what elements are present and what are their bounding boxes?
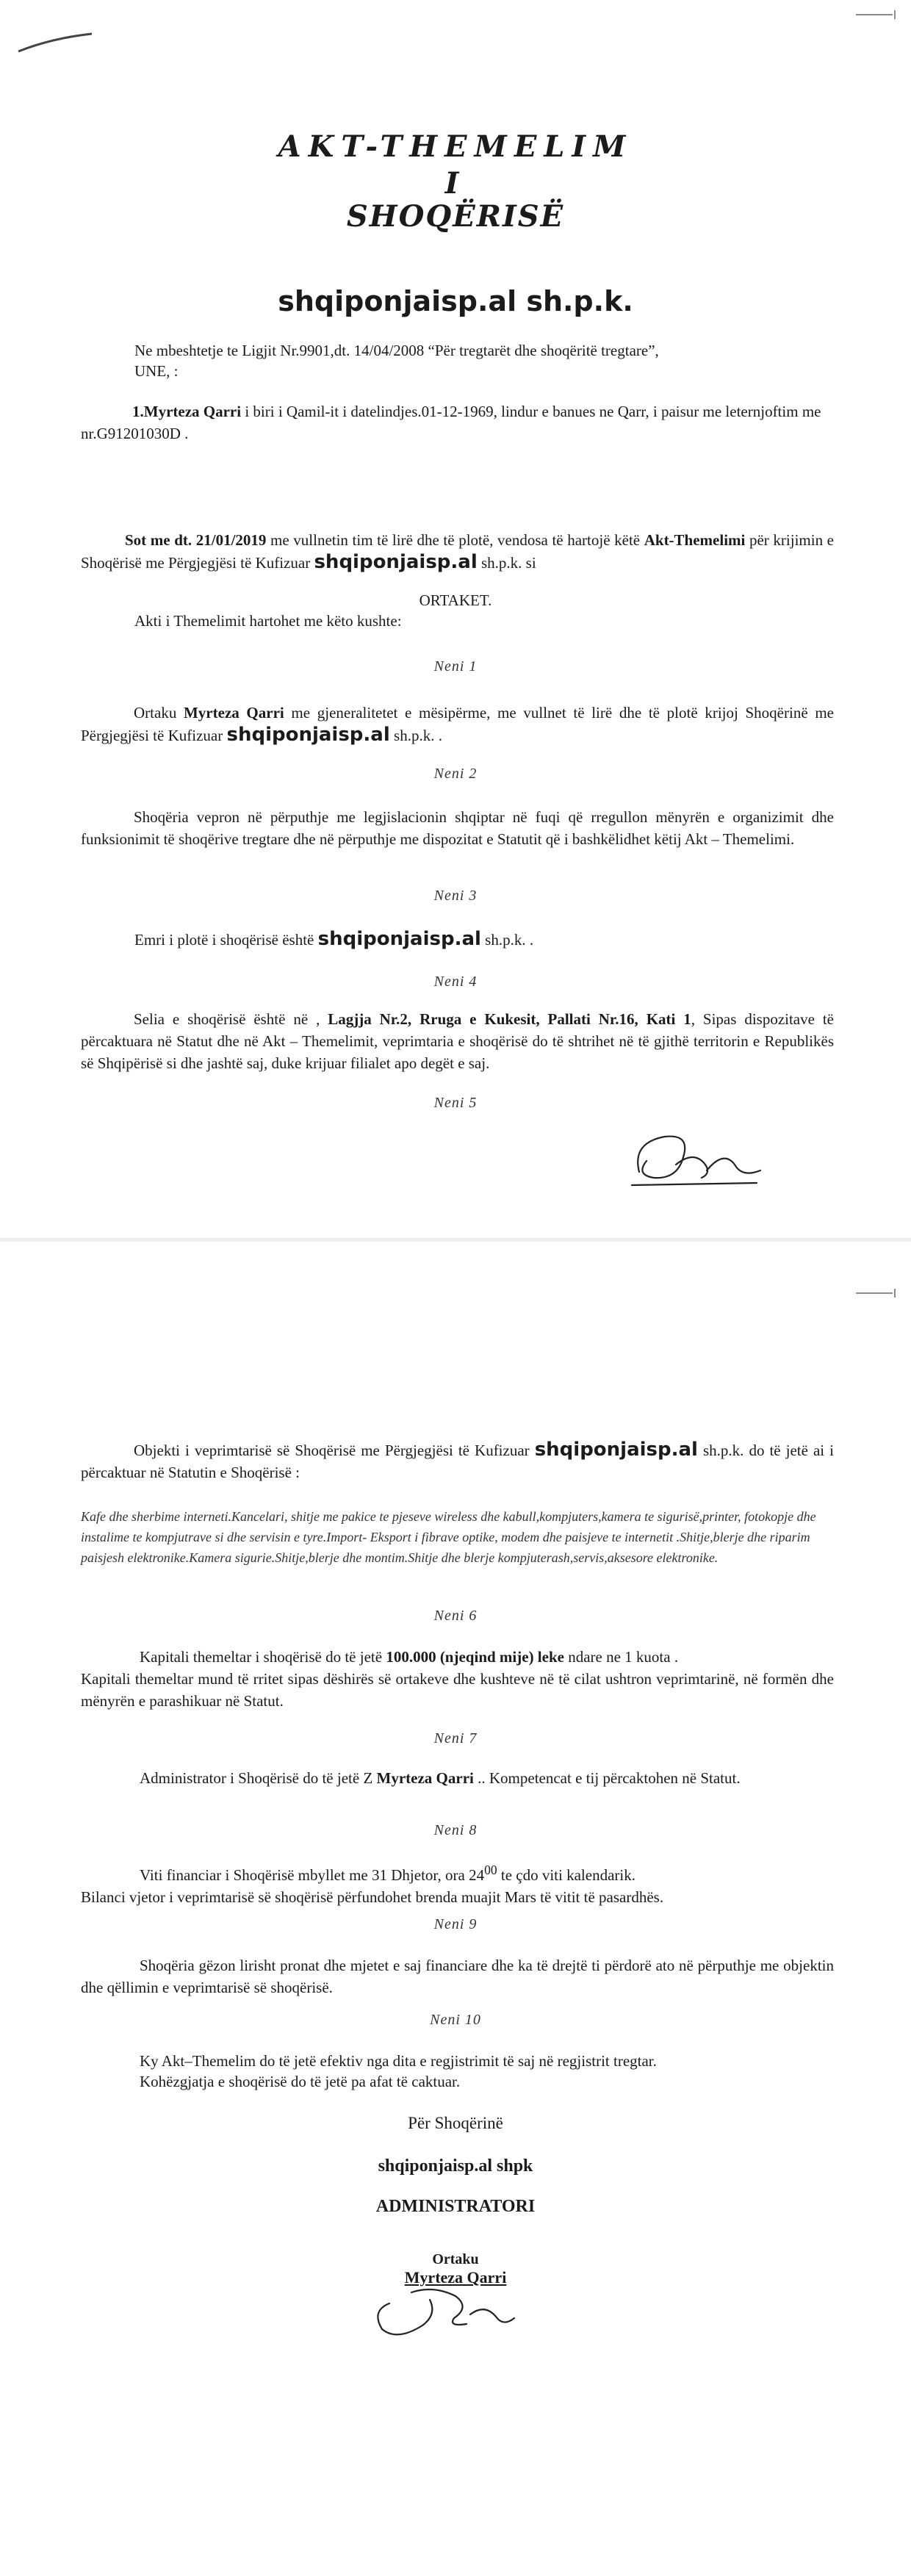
document-page-2	[0, 1242, 911, 2576]
pen-stroke-mark	[15, 29, 103, 59]
neni-6-text-b: ndare ne 1 kuota .	[563, 1648, 679, 1666]
neni-1-heading: Neni 1	[433, 658, 478, 674]
decision-text-2: për krijimin e Shoqërisë me Përgjegjësi të Kufizuar	[81, 531, 834, 572]
neni-10-heading: Neni 10	[430, 2012, 481, 2028]
neni-8-text-b: te çdo viti kalendarik.	[497, 1866, 635, 1884]
title-line-3: SHOQËRISË	[346, 199, 565, 234]
company-header: shqiponjaisp.al sh.p.k.	[278, 285, 633, 317]
neni-4-text-b: , Sipas dispozitave të përcaktuara në Statut dhe në Akt – Themelimit, veprimtaria e shoqërisë do të shtrihet në të gjithë territorin e Republikës së Shqipërisë si dhe jashtë saj, duke krijuar filialet apo degët e saj.	[81, 1010, 835, 1072]
object-paragraph	[81, 1439, 834, 1483]
neni-1-text	[81, 702, 834, 746]
founder-details: i biri i Qamil-it i datelindjes.01-12-1969, lindur e banues ne Qarr, i paisur me leternjoftim me nr.G91201030D .	[81, 403, 821, 442]
decision-date: Sot me dt. 21/01/2019	[125, 531, 267, 549]
company-address: Lagjja Nr.2, Rruga e Kukesit, Pallati Nr.16, Kati 1	[328, 1010, 691, 1028]
neni-9-text: Shoqëria gëzon lirisht pronat dhe mjetet e saj financiare dhe ka të drejtë ti përdorë ato në përputhje me objektin dhe qëllimin e veprimtarisë së shoqërisë.	[81, 1957, 834, 1996]
decision-text-3: sh.p.k. si	[477, 554, 536, 572]
neni-3-text-a: Emri i plotë i shoqërisë është	[134, 931, 318, 949]
ortak-name: Myrteza Qarri	[183, 704, 284, 722]
neni-6-heading: Neni 6	[433, 1608, 478, 1624]
capital-amount: 100.000 (njeqind mije) leke	[386, 1648, 564, 1666]
brand-name: shqiponjaisp.al	[226, 724, 390, 746]
title-line-1: AKT-THEMELIM	[278, 129, 633, 164]
neni-3-text-b: sh.p.k. .	[480, 931, 534, 949]
object-text-a: Objekti i veprimtarisë së Shoqërisë me Përgjegjësi të Kufizuar	[134, 1442, 535, 1459]
neni-4-text-a: Selia e shoqërisë është në ,	[134, 1010, 328, 1028]
decision-text-1: me vullnetin tim të lirë dhe të plotë, vendosa të hartojë këtë	[266, 531, 644, 549]
akt-themelimi-term: Akt-Themelimi	[644, 531, 746, 549]
neni-4-heading: Neni 4	[433, 974, 478, 990]
neni-7-text	[81, 1767, 834, 1789]
brand-name: shqiponjaisp.al	[314, 551, 478, 573]
neni-7-heading: Neni 7	[433, 1730, 478, 1746]
neni-3-heading: Neni 3	[433, 888, 478, 904]
administrator-name: Myrteza Qarri	[376, 1769, 474, 1787]
brand-name: shqiponjaisp.al	[317, 928, 481, 950]
neni-4-text	[81, 1008, 834, 1074]
neni-8-text-c: Bilanci vjetor i veprimtarisë së shoqërisë përfundohet brenda muajit Mars të vitit të pasardhës.	[81, 1888, 664, 1906]
founder-name: 1.Myrteza Qarri	[132, 403, 242, 420]
title-line-2: I	[444, 166, 467, 201]
neni-1-text-c: sh.p.k. .	[389, 727, 442, 744]
founder-paragraph	[81, 400, 830, 445]
signer-name: Myrteza Qarri	[404, 2268, 507, 2287]
scan-corner-mark	[852, 7, 904, 22]
decision-paragraph	[81, 529, 834, 574]
hour-superscript: 00	[484, 1863, 497, 1877]
neni-9-heading: Neni 9	[433, 1916, 478, 1932]
neni-6-text-a: Kapitali themeltar i shoqërisë do të jetë	[140, 1648, 386, 1666]
administrator-title: ADMINISTRATORI	[375, 2197, 536, 2216]
scan-corner-mark	[852, 1286, 904, 1300]
ortaket-heading: ORTAKET.	[419, 591, 492, 609]
neni-2-heading: Neni 2	[433, 766, 478, 782]
neni-6-text-c: Kapitali themeltar mund të rritet sipas dëshirës së ortakeve dhe kushteve në të cilat ushtron veprimtarinë, në formën dhe mënyrën e parashikuar në Statut.	[81, 1670, 834, 1710]
brand-name: shqiponjaisp.al	[534, 1439, 698, 1461]
object-text-b: sh.p.k. do të jetë ai i përcaktuar në Statutin e Shoqërisë :	[81, 1442, 834, 1481]
neni-10-text-b: Kohëzgjatja e shoqërisë do të jetë pa afat të caktuar.	[140, 2073, 461, 2090]
une-label: UNE, :	[134, 362, 179, 380]
neni-8-text	[81, 1859, 834, 1908]
legal-basis-line: Ne mbeshtetje te Ligjit Nr.9901,dt. 14/04/2008 “Për tregtarët dhe shoqëritë tregtare”,	[134, 342, 659, 359]
neni-7-text-b: .. Kompetencat e tij përcaktohen në Statut.	[473, 1769, 741, 1787]
signer-role: Ortaku	[432, 2251, 479, 2267]
neni-5-heading: Neni 5	[433, 1095, 478, 1111]
neni-8-text-a: Viti financiar i Shoqërisë mbyllet me 31 Dhjetor, ora 24	[140, 1866, 485, 1884]
founder-signature	[624, 1120, 771, 1201]
closing-line: Për Shoqërinë	[408, 2114, 503, 2132]
administrator-signature	[367, 2274, 529, 2347]
conditions-line: Akti i Themelimit hartohet me këto kushte:	[134, 612, 402, 630]
neni-7-text-a: Administrator i Shoqërisë do të jetë Z	[140, 1769, 377, 1787]
neni-10-text-a: Ky Akt–Themelim do të jetë efektiv nga dita e regjistrimit të saj në regjistrit tregtar.	[140, 2052, 657, 2070]
neni-3-text	[134, 928, 796, 951]
closing-company: shqiponjaisp.al shpk	[378, 2156, 533, 2176]
neni-6-text	[81, 1646, 834, 1712]
activities-list: Kafe dhe sherbime interneti.Kancelari, shitje me pakice te pjeseve wireless dhe kabull,kompjuters,kamera te sigurisë,printer, fotokopje dhe instalime te kompjutrave si dhe servisin e tyre.Import- Eksport i fibrave optike, modem dhe paisjeve te internetit .Shitje,blerje dhe riparim paisjesh elektronike.Kamera sigurie.Shitje,blerje dhe montim.Shitje dhe blerje kompjuterash,servis,aksesore elektronike.	[81, 1509, 816, 1565]
neni-2-text: Shoqëria vepron në përputhje me legjislacionin shqiptar në fuqi që rregullon mënyrën e organizimit dhe funksionimit të shoqërive tregtare dhe në përputhje me dispozitat e Statutit që i bashkëlidhet këtij Akt – Themelimi.	[81, 808, 834, 848]
neni-1-text-a: Ortaku	[134, 704, 184, 722]
neni-8-heading: Neni 8	[433, 1822, 478, 1838]
document-page-1	[0, 0, 911, 1242]
neni-1-text-b: me gjeneralitetet e mësipërme, me vullnet të lirë dhe të plotë krijoj Shoqërinë me Përgjegjësi të Kufizuar	[81, 704, 834, 744]
